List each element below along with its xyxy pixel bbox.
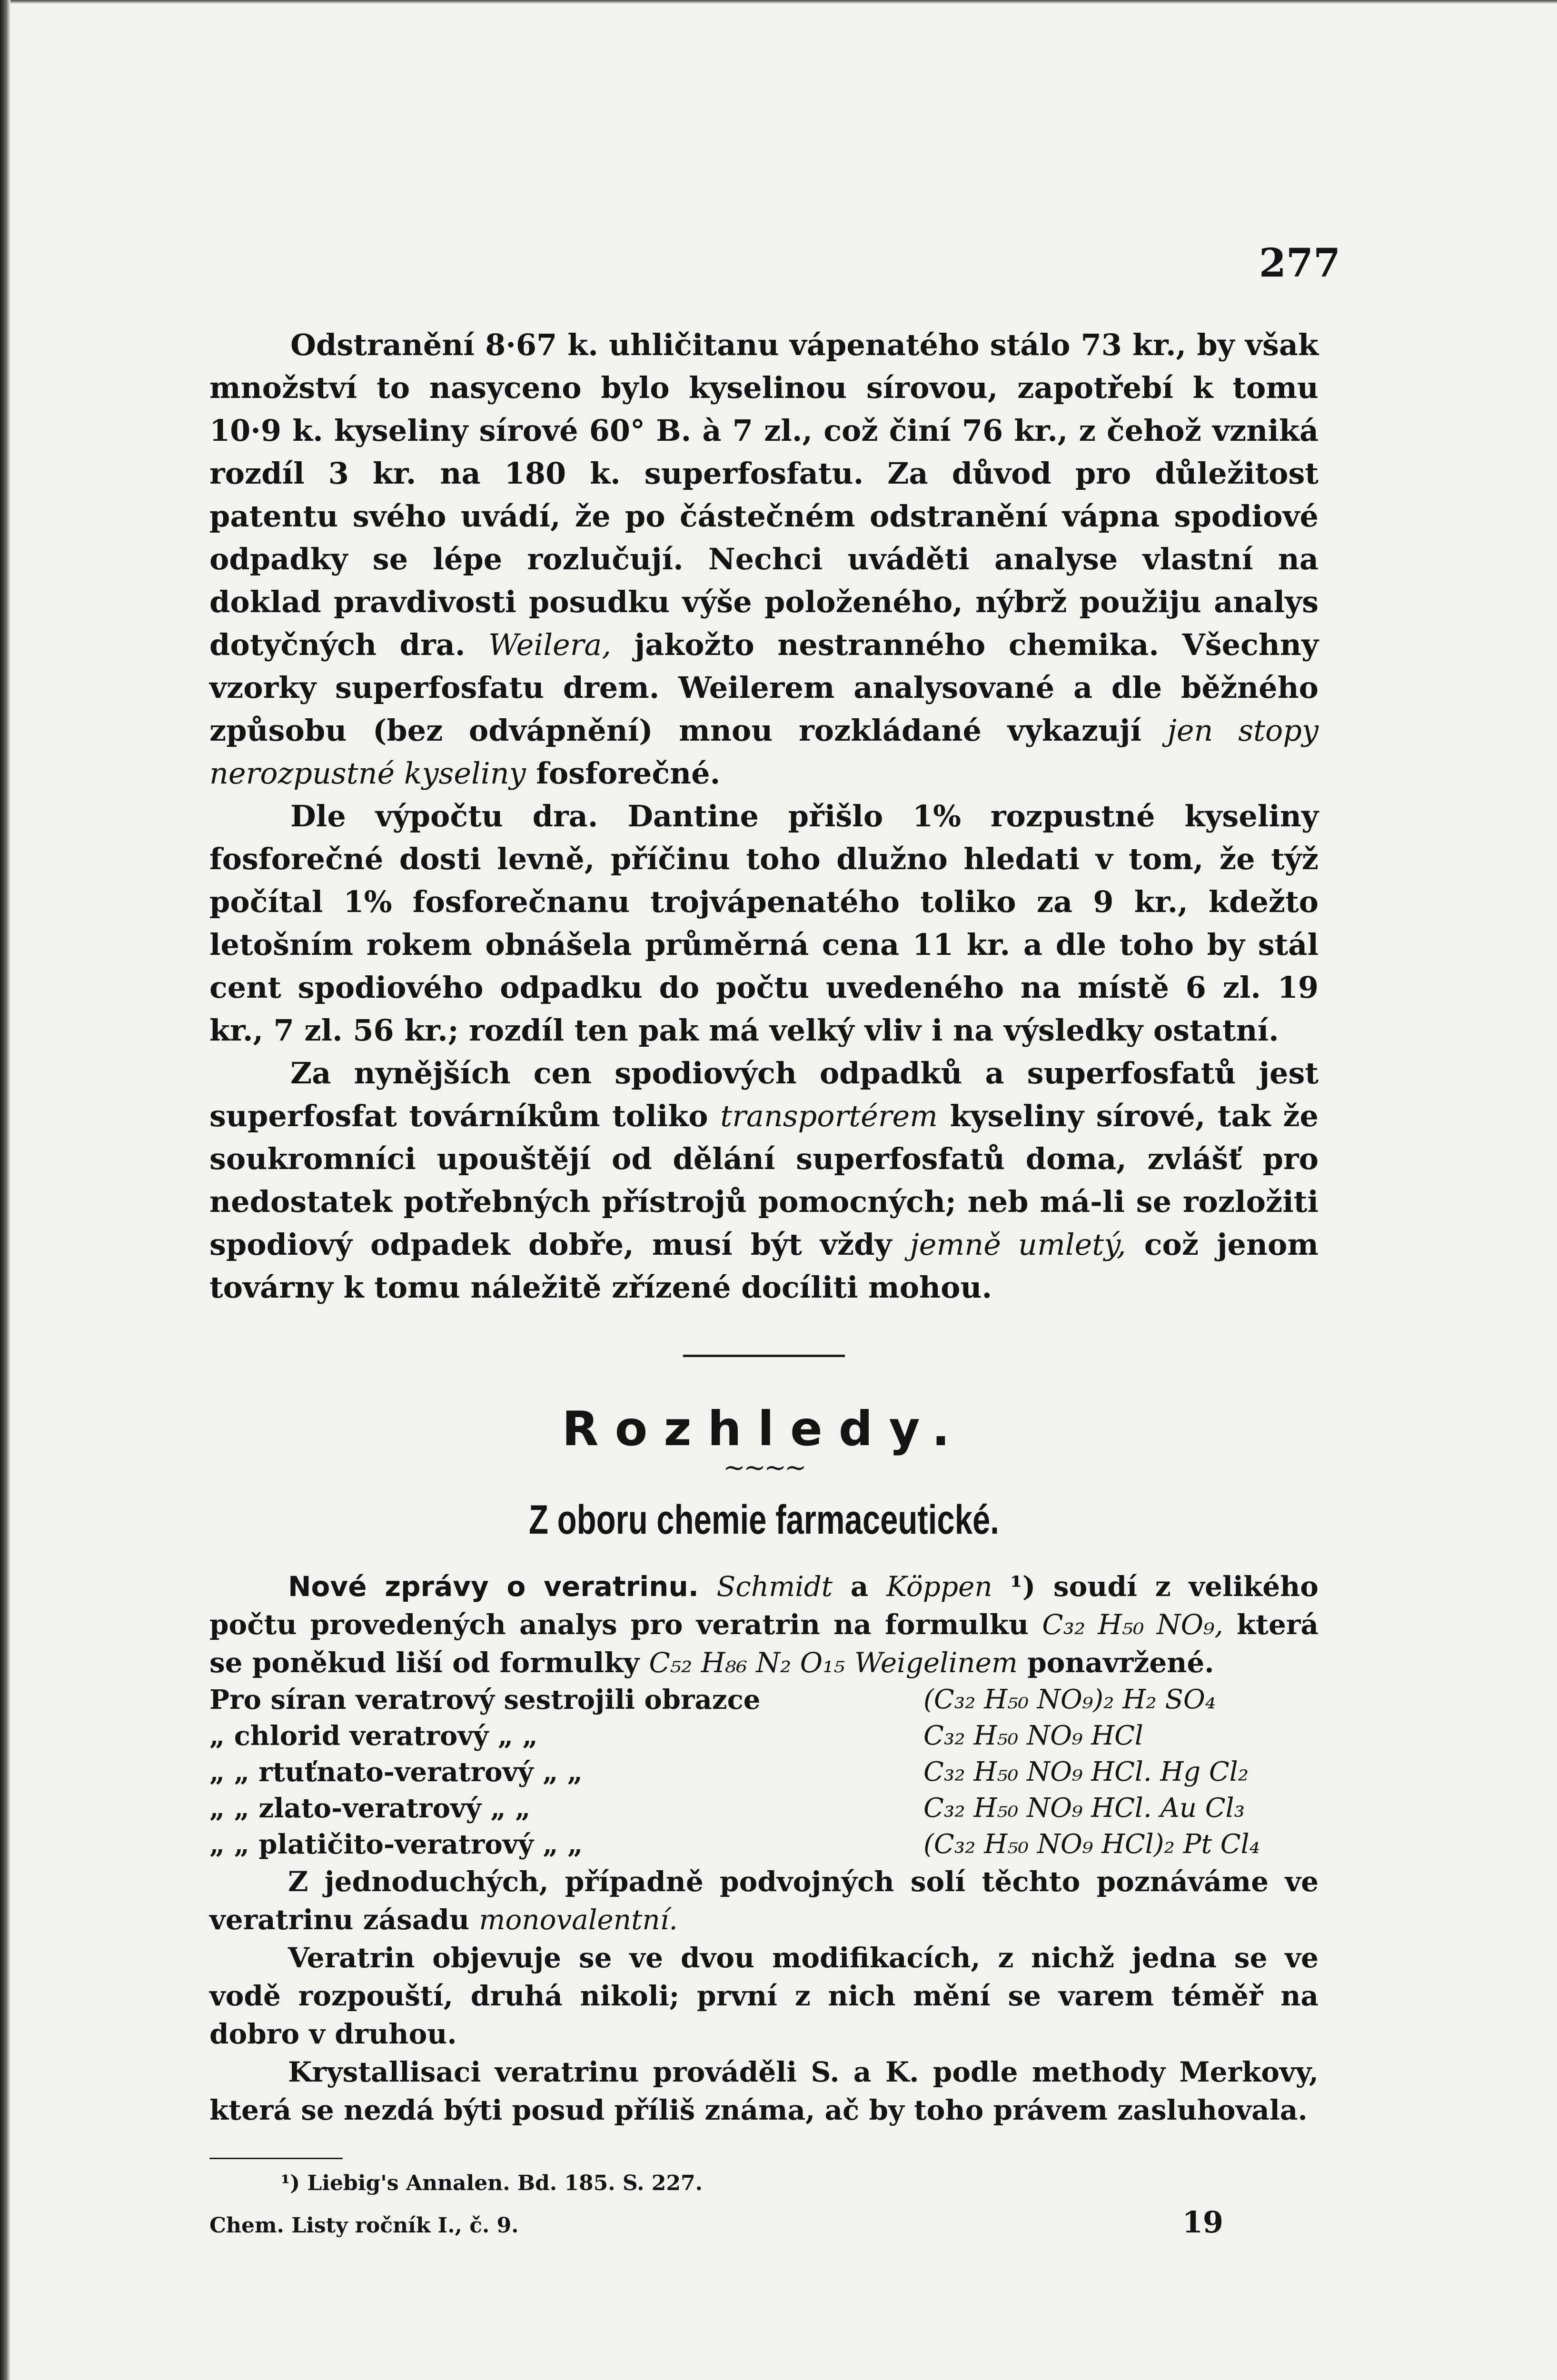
article-paragraph-2: Z jednoduchých, případně podvojných solí těchto poznáváme ve veratrinu zásadu monovalentní. (209, 1865, 1319, 1936)
paragraph-3: Za nynějších cen spodiových odpadků a superfosfatů jest superfosfat továrníkům toliko transportérem kyseliny sírové, tak že soukromníci upouštějí od dělání superfosfatů doma, zvlášť pro nedostatek potřebných přístrojů pomocných; neb má-li se rozložiti spodiový odpadek dobře, musí být vždy jemně umletý, což jenom továrny k tomu náležitě zřízené docíliti mohou. (209, 1056, 1319, 1305)
footnote-rule (209, 2158, 343, 2159)
salt-row: „ chlorid veratrový „ „ C₃₂ H₅₀ NO₉ HCl (209, 1720, 1143, 1752)
page-footer (209, 2205, 1319, 2240)
salt-formula-list (209, 1682, 1319, 1863)
ornament-tilde: ~~~~ (723, 1452, 805, 1483)
article-paragraph-3: Veratrin objevuje se ve dvou modifikacích, z nichž jedna se ve vodě rozpouští, druhá nikoli; první z nich mění se varem téměř na dobro v druhou. (209, 1942, 1319, 2050)
paragraph-1: Odstranění 8·67 k. uhličitanu vápenatého stálo 73 kr., by však množství to nasyceno bylo kyselinou sírovou, zapotřebí k tomu 10·9 k. kyseliny sírové 60° B. à 7 zl., což činí 76 kr., z čehož vzniká rozdíl 3 kr. na 180 k. superfosfatu. Za důvod pro důležitost patentu svého uvádí, že po částečném odstranění vápna spodiové odpadky se lépe rozlučují. Nechci uváděti analyse vlastní na doklad pravdivosti posudku výše položeného, nýbrž použiju analys dotyčných dra. Weilera, jakožto nestranného chemika. Všechny vzorky superfosfatu drem. Weilerem analysované a dle běžného způsobu (bez odvápnění) mnou rozkládané vykazují jen stopy nerozpustné kyseliny fosforečné. (209, 327, 1319, 791)
footnote: ¹) Liebig's Annalen. Bd. 185. S. 227. (281, 2171, 703, 2195)
sheet-signature: 19 (1182, 2205, 1223, 2240)
article-paragraph-4: Krystallisaci veratrinu prováděli S. a K. podle methody Merkovy, která se nezdá býti posud příliš známa, ač by toho právem zasluhovala. (209, 2056, 1319, 2126)
section-subheading: Z oboru chemie farmaceutické. (529, 1497, 999, 1543)
page-body (209, 324, 1319, 2240)
salt-row: „ „ zlato-veratrový „ „ C₃₂ H₅₀ NO₉ HCl. Au Cl₃ (209, 1793, 1245, 1824)
section-divider (683, 1355, 845, 1357)
journal-reference: Chem. Listy ročník I., č. 9. (209, 2213, 519, 2238)
salt-row: Pro síran veratrový sestrojili obrazce (C₃₂ H₅₀ NO₉)₂ H₂ SO₄ (209, 1684, 1216, 1716)
section-heading: Rozhledy. (562, 1401, 966, 1457)
scan-top-edge (0, 0, 1557, 4)
scan-left-edge (0, 0, 10, 2380)
salt-row: „ „ rtuťnato-veratrový „ „ C₃₂ H₅₀ NO₉ HCl. Hg Cl₂ (209, 1756, 1249, 1788)
article-paragraph-1: Nové zprávy o veratrinu. Schmidt a Köppen ¹) soudí z velikého počtu provedených analys pro veratrin na formulku C₃₂ H₅₀ NO₉, která se poněkud liší od formulky C₅₂ H₈₆ N₂ O₁₅ Weigelinem ponavržené. (209, 1570, 1319, 1679)
salt-row: „ „ platičito-veratrový „ „ (C₃₂ H₅₀ NO₉ HCl)₂ Pt Cl₄ (209, 1829, 1260, 1860)
page-number: 277 (1259, 240, 1340, 286)
paragraph-2: Dle výpočtu dra. Dantine přišlo 1% rozpustné kyseliny fosforečné dosti levně, příčinu toho dlužno hledati v tom, že týž počítal 1% fosforečnanu trojvápenatého toliko za 9 kr., kdežto letošním rokem obnášela průměrná cena 11 kr. a dle toho by stál cent spodiového odpadku do počtu uvedeného na místě 6 zl. 19 kr., 7 zl. 56 kr.; rozdíl ten pak má velký vliv i na výsledky ostatní. (209, 799, 1319, 1048)
